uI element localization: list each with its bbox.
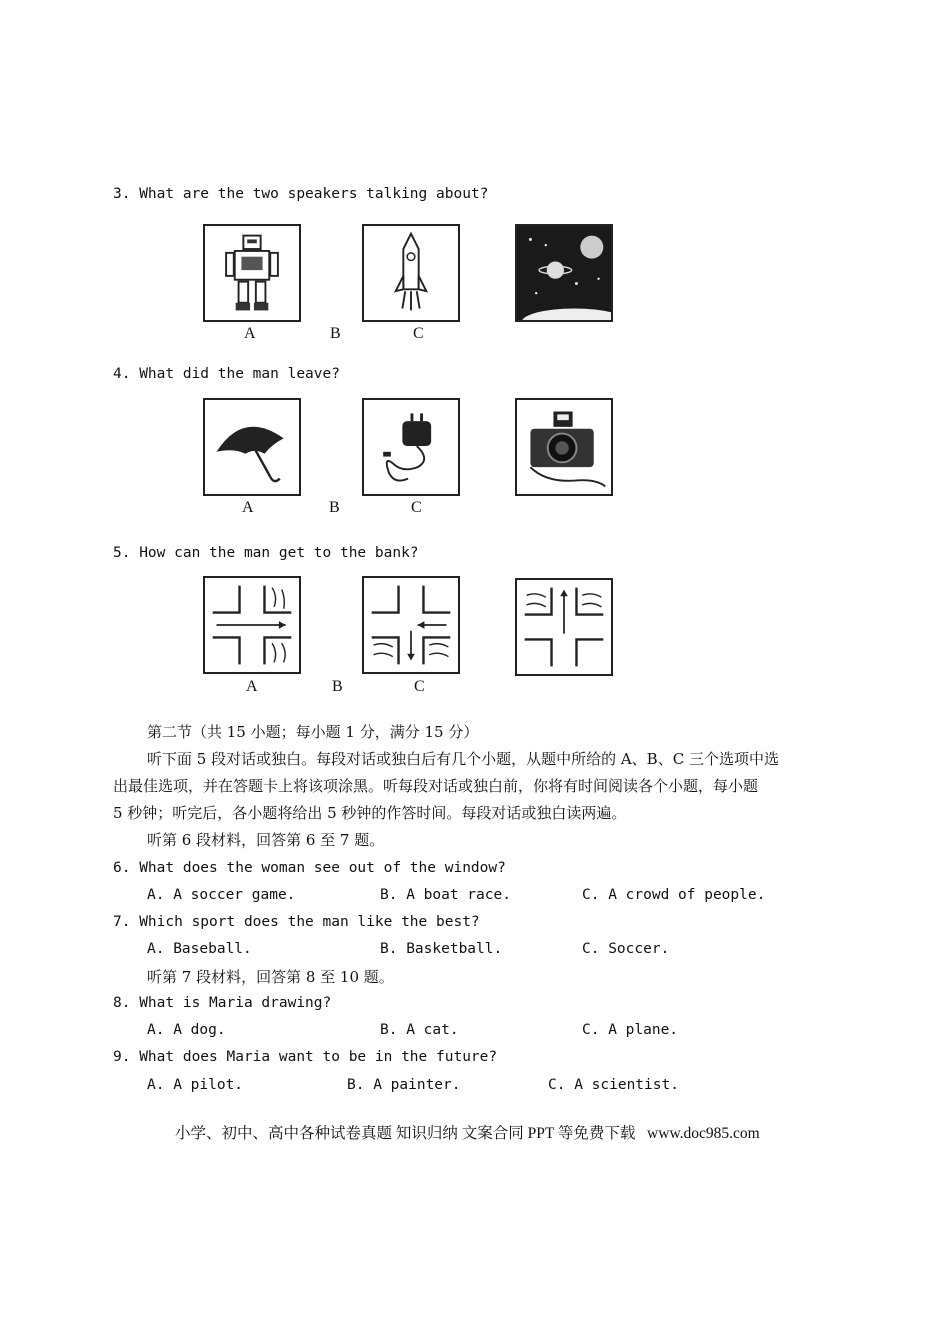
option-label: A [242,499,254,516]
instructions-line-3: 5 秒钟；听完后，各小题将给出 5 秒钟的作答时间。每段对话或独白读两遍。 [113,804,627,822]
instructions-line-2: 出最佳选项，并在答题卡上将该项涂黑。听每段对话或独白前，你将有时间阅读各个小题，每小题 [113,777,759,795]
option-7b[interactable]: B. Basketball. [380,941,503,957]
option-7a[interactable]: A. Baseball. [147,941,252,957]
question-9: 9. What does Maria want to be in the future? [113,1049,498,1065]
question-4: 4. What did the man leave? [113,366,340,382]
route-map-b-icon[interactable] [362,576,460,674]
question-6: 6. What does the woman see out of the window? [113,860,506,876]
option-9c[interactable]: C. A scientist. [548,1077,679,1093]
option-label: B [329,499,340,516]
rocket-icon[interactable] [362,224,460,322]
material-6-note: 听第 6 段材料，回答第 6 至 7 题。 [147,831,385,849]
option-8a[interactable]: A. A dog. [147,1022,226,1038]
charger-icon[interactable] [362,398,460,496]
footer-text: 小学、初中、高中各种试卷真题 知识归纳 文案合同 PPT 等免费下载 www.doc985.com [175,1125,760,1142]
instructions-line-1: 听下面 5 段对话或独白。每段对话或独白后有几个小题，从题中所给的 A、B、C 三个选项中选 [147,750,779,768]
option-6c[interactable]: C. A crowd of people. [582,887,766,903]
section-heading: 第二节（共 15 小题；每小题 1 分，满分 15 分） [147,723,479,741]
material-7-note: 听第 7 段材料，回答第 8 至 10 题。 [147,968,394,986]
option-label: B [330,325,341,342]
question-7: 7. Which sport does the man like the best? [113,914,480,930]
option-9b[interactable]: B. A painter. [347,1077,461,1093]
route-map-c-icon[interactable] [515,578,613,676]
option-label: B [332,678,343,695]
route-map-a-icon[interactable] [203,576,301,674]
option-label: C [411,499,422,516]
option-label: A [244,325,256,342]
robot-icon[interactable] [203,224,301,322]
option-6a[interactable]: A. A soccer game. [147,887,296,903]
option-label: A [246,678,258,695]
option-6b[interactable]: B. A boat race. [380,887,511,903]
question-8: 8. What is Maria drawing? [113,995,332,1011]
option-7c[interactable]: C. Soccer. [582,941,670,957]
space-scene-icon[interactable] [515,224,613,322]
option-label: C [414,678,425,695]
option-label: C [413,325,424,342]
question-5: 5. How can the man get to the bank? [113,545,419,561]
option-8b[interactable]: B. A cat. [380,1022,459,1038]
option-9a[interactable]: A. A pilot. [147,1077,244,1093]
option-8c[interactable]: C. A plane. [582,1022,679,1038]
camera-icon[interactable] [515,398,613,496]
umbrella-icon[interactable] [203,398,301,496]
question-3: 3. What are the two speakers talking about? [113,186,489,202]
